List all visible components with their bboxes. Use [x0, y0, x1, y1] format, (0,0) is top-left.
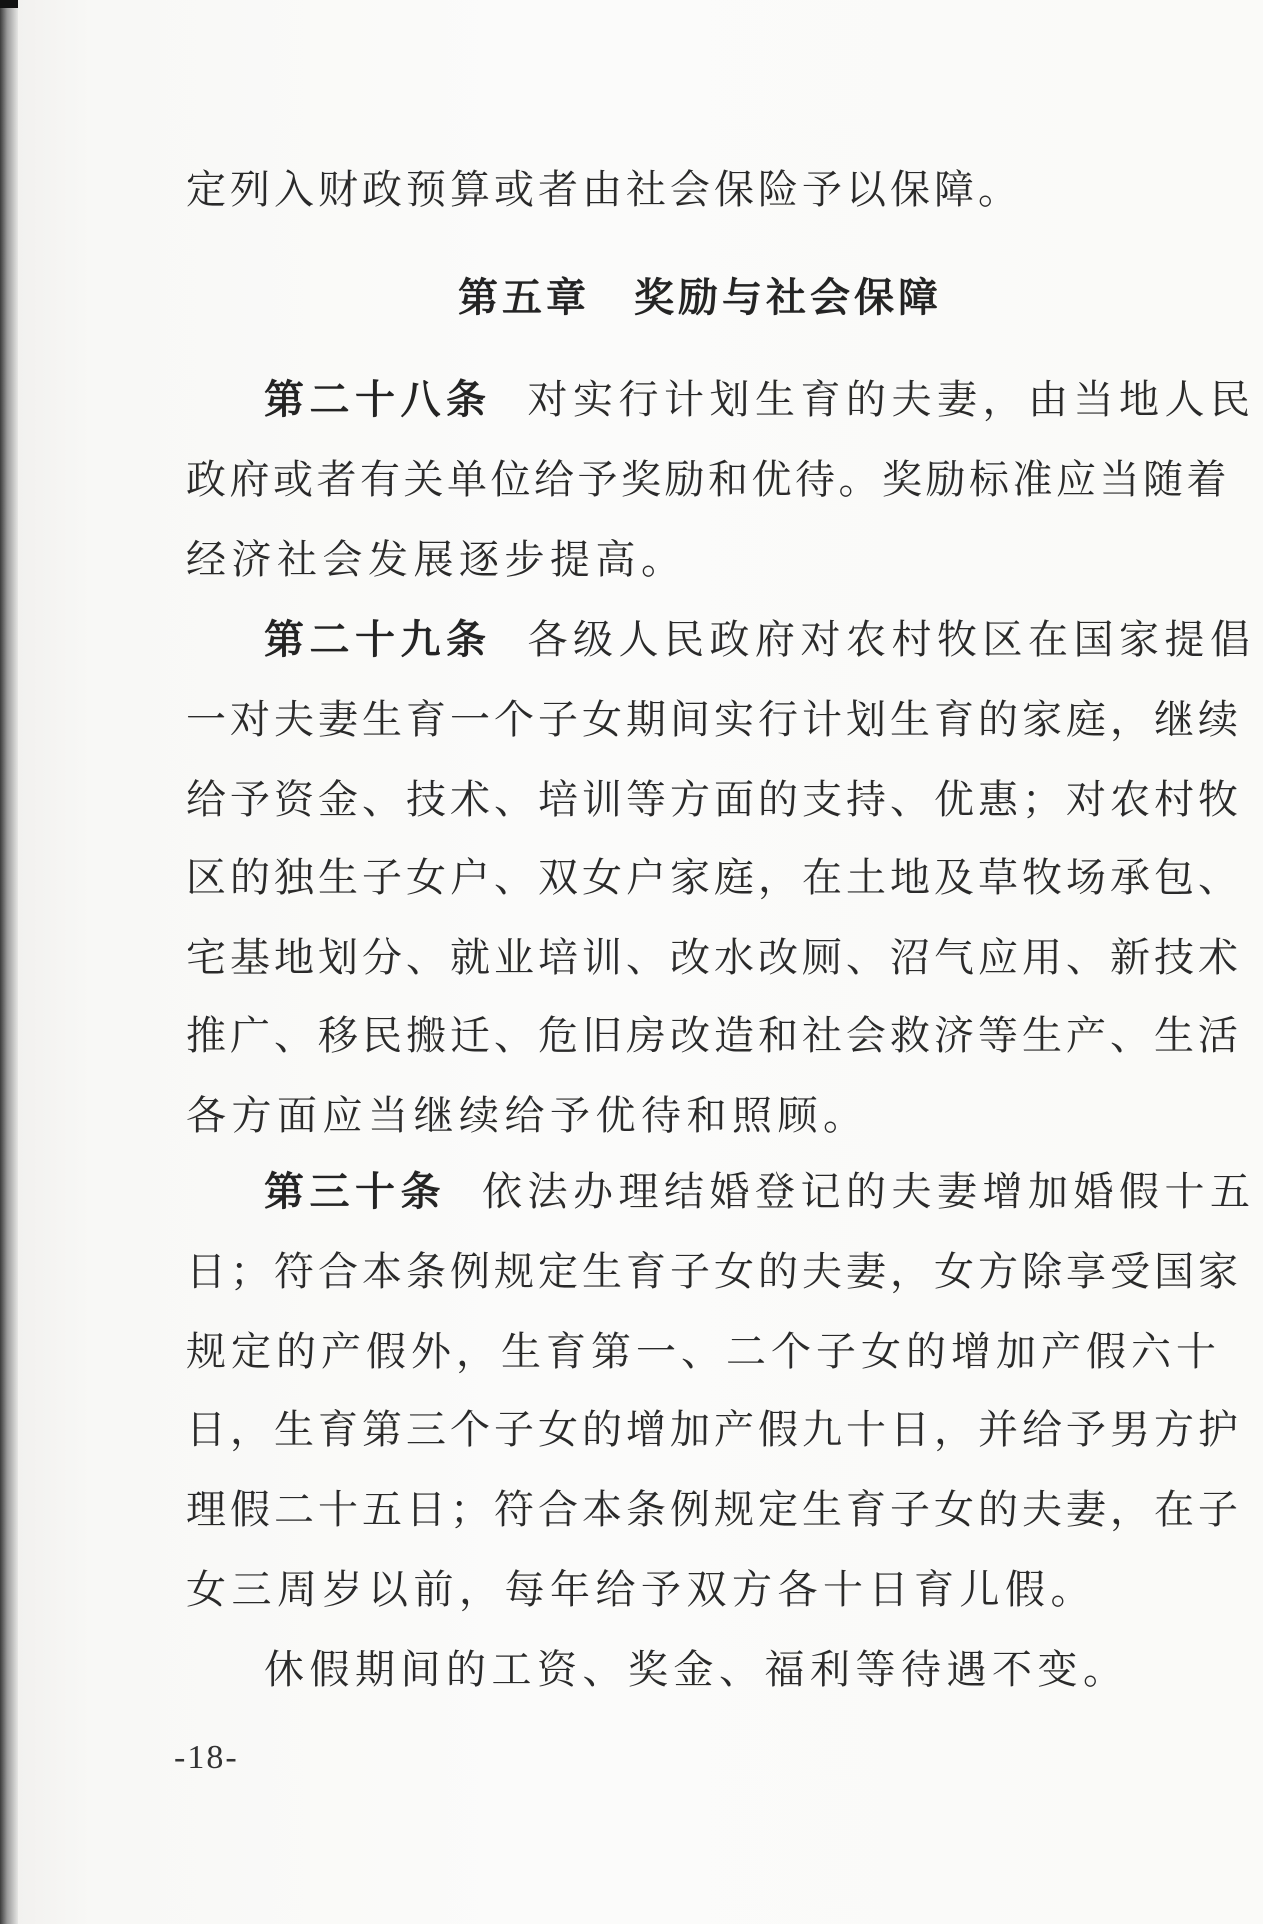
body-line: 各方面应当继续给予优待和照顾。	[186, 1093, 869, 1139]
body-line: 日；符合本条例规定生育子女的夫妻，女方除享受国家	[186, 1249, 1242, 1295]
body-line: 一对夫妻生育一个子女期间实行计划生育的家庭，继续	[186, 697, 1242, 743]
article-label: 第二十九条	[264, 617, 492, 663]
body-line: 政府或者有关单位给予奖励和优待。奖励标准应当随着	[186, 457, 1230, 503]
body-line: 理假二十五日；符合本条例规定生育子女的夫妻，在子	[186, 1487, 1242, 1533]
body-line: 日，生育第三个子女的增加产假九十日，并给予男方护	[186, 1407, 1242, 1453]
document-page	[18, 0, 1263, 1924]
body-line: 休假期间的工资、奖金、福利等待遇不变。	[264, 1647, 1129, 1693]
article-label: 第二十八条	[264, 377, 492, 423]
body-text: 对实行计划生育的夫妻，由当地人民	[527, 377, 1256, 423]
article-29-first-line	[264, 617, 1256, 663]
article-28-first-line	[264, 377, 1256, 423]
body-text: 各级人民政府对农村牧区在国家提倡	[527, 617, 1256, 663]
body-line: 宅基地划分、就业培训、改水改厕、沼气应用、新技术	[186, 935, 1242, 981]
body-text: 依法办理结婚登记的夫妻增加婚假十五	[482, 1169, 1256, 1215]
body-line: 经济社会发展逐步提高。	[186, 537, 687, 583]
article-label: 第三十条	[264, 1169, 446, 1215]
page-number: -18-	[174, 1739, 239, 1776]
body-line: 定列入财政预算或者由社会保险予以保障。	[186, 167, 1022, 213]
scanner-edge	[0, 0, 18, 1924]
body-line: 给予资金、技术、培训等方面的支持、优惠；对农村牧	[186, 777, 1242, 823]
body-line: 规定的产假外，生育第一、二个子女的增加产假六十	[186, 1329, 1221, 1375]
body-line: 区的独生子女户、双女户家庭，在土地及草牧场承包、	[186, 855, 1242, 901]
article-30-first-line	[264, 1169, 1256, 1215]
body-line: 女三周岁以前，每年给予双方各十日育儿假。	[186, 1567, 1096, 1613]
body-line: 推广、移民搬迁、危旧房改造和社会救济等生产、生活	[186, 1013, 1242, 1059]
chapter-heading: 第五章 奖励与社会保障	[458, 275, 942, 321]
